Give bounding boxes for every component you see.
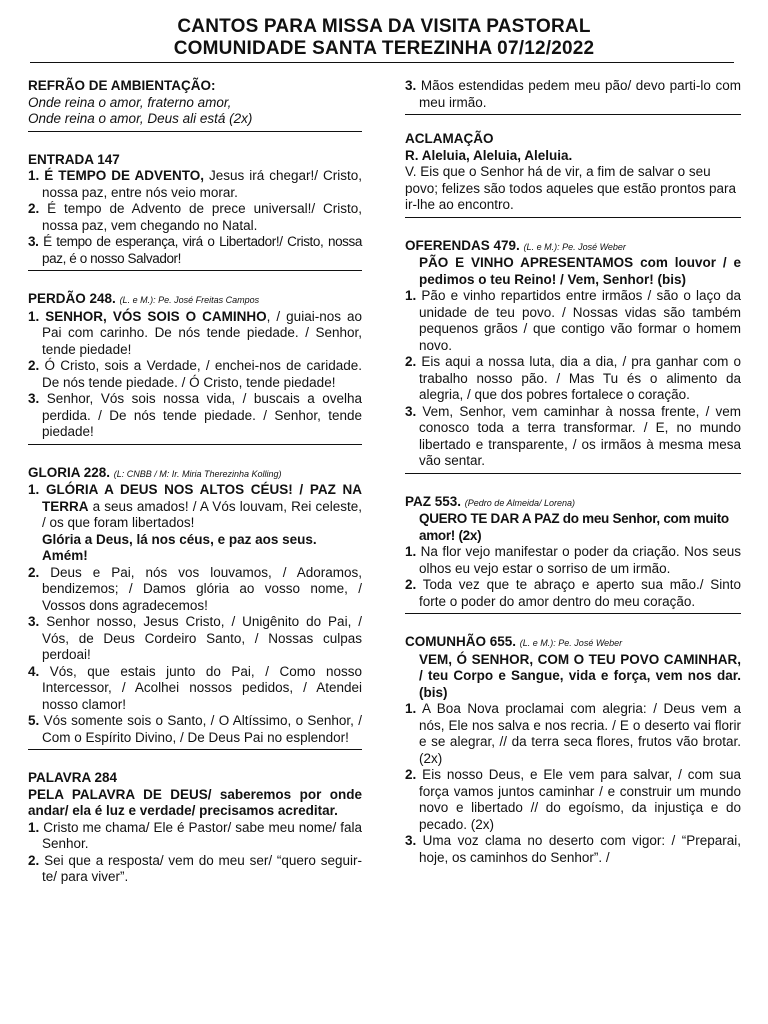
verse — [405, 78, 741, 111]
section-credit: (L. e M.): Pe. José Freitas Campos — [119, 295, 260, 305]
section-heading — [28, 465, 362, 483]
section-palavra-continued — [405, 78, 741, 115]
section-title: GLORIA 228. — [28, 464, 111, 480]
verse-text: Sei que a resposta/ vem do meu ser/ “quero seguir-te/ para viver”. — [39, 852, 362, 884]
verse-number: 2. — [28, 564, 40, 580]
verse-text: Na flor vejo manifestar o poder da criação. Nos seus olhos eu vejo estar o sorriso de um irmão. — [416, 544, 741, 576]
verse-text: Vem, Senhor, vem caminhar à nossa frente, / vem conosco toda a terra transformar. / E, no mundo libertado e transparente, / os irmãos à mesma mesa vão sentar. — [416, 403, 741, 468]
section-entrada — [28, 152, 362, 272]
verse — [28, 614, 362, 664]
verse — [28, 713, 362, 746]
verse — [28, 201, 362, 234]
section-divider — [405, 217, 741, 218]
document-title-line-1: CANTOS PARA MISSA DA VISITA PASTORAL — [177, 16, 591, 37]
verse — [28, 565, 362, 615]
verse-text: Eis nosso Deus, e Ele vem para salvar, / com sua força vamos juntos caminhar / e construir um mundo novo e libertado // do egoísmo, da injustiça e do pecado. (2x) — [416, 767, 741, 832]
section-title: PALAVRA 284 — [28, 770, 118, 785]
verse — [28, 168, 362, 201]
verse-text: Ó Cristo, sois a Verdade, / enchei-nos de caridade. De nós tende piedade. / Ó Cristo, tende piedade! — [39, 358, 362, 390]
document-title-line-2: COMUNIDADE SANTA TEREZINHA 07/12/2022 — [173, 38, 595, 59]
section-title: ACLAMAÇÃO — [405, 131, 494, 146]
verse — [28, 234, 362, 267]
right-column — [405, 78, 741, 886]
section-aclamacao — [405, 131, 741, 218]
verse-number: 1. — [28, 819, 40, 835]
verse-number: 3. — [28, 391, 40, 406]
verse — [28, 853, 362, 886]
title-divider — [30, 62, 734, 63]
section-title: ENTRADA 147 — [28, 151, 120, 167]
refrain: QUERO TE DAR A PAZ do meu Senhor, com muito amor! (2x) — [419, 511, 729, 543]
verse-text: Deus e Pai, nós vos louvamos, / Adoramos, bendizemos; / Damos glória ao vosso nome, / Vossos dons agradecemos! — [39, 564, 362, 613]
verse-text: Senhor nosso, Jesus Cristo, / Unigênito do Pai, / Vós, de Deus Cordeiro Santo, / Nossas culpas perdoai! — [39, 614, 362, 662]
section-divider — [28, 749, 362, 750]
verse-text: A Boa Nova proclamai com alegria: / Deus vem a nós, Ele nos salva e nos recria. / E o deserto vai florir e se alegrar, // da terra seca flores, frutos vão brotar. (2x) — [416, 701, 741, 766]
section-oferendas — [405, 238, 741, 474]
verse — [405, 577, 741, 610]
section-divider — [28, 444, 362, 445]
verse — [405, 767, 741, 833]
verse-number: 1. — [405, 544, 417, 559]
refrain: VEM, Ó SENHOR, COM O TEU POVO CAMINHAR, / teu Corpo e Sangue, vida e força, vem nos dar. (bis) — [419, 651, 741, 700]
section-palavra — [28, 770, 362, 886]
refrain-line: Onde reina o amor, fraterno amor, — [28, 94, 232, 110]
verse-number: 3. — [28, 234, 39, 249]
verse — [28, 664, 362, 714]
section-heading — [28, 291, 362, 309]
verse-bold-text: É TEMPO DE ADVENTO, — [44, 168, 204, 183]
verse-number: 1. — [405, 288, 417, 303]
refrain: PÃO E VINHO APRESENTAMOS com louvor / e pedimos o teu Reino! / Vem, Senhor! (bis) — [419, 255, 741, 287]
verse — [28, 391, 362, 441]
left-column — [28, 78, 362, 906]
verse-text: Senhor, Vós sois nossa vida, / buscais a ovelha perdida. / De nós tende piedade. / Senhor, tende piedade! — [39, 391, 362, 439]
section-perdao — [28, 291, 362, 445]
verse — [405, 288, 741, 354]
verse-number: 2. — [405, 767, 417, 782]
section-heading — [405, 238, 741, 256]
section-gloria — [28, 465, 362, 751]
verse: 1. GLÓRIA A DEUS NOS ALTOS CÉUS! / PAZ NA TERRA a seus amados! / A Vós louvam, Rei celeste, / os que foram libertados! — [28, 482, 363, 530]
section-title: PERDÃO 248. — [28, 291, 116, 306]
verse-number: 2. — [28, 201, 40, 216]
refrain: Glória a Deus, lá nos céus, e paz aos seus. Amém! — [42, 531, 317, 563]
verse-bold-text: SENHOR, VÓS SOIS O CAMINHO — [45, 308, 267, 324]
verse-text: V. Eis que o Senhor há de vir, a fim de salvar o seu povo; felizes são todos aqueles que estão prontos para ir-lhe ao encontro. — [405, 164, 736, 212]
section-comunhao — [405, 634, 741, 866]
section-divider — [28, 270, 362, 271]
verse — [405, 701, 741, 767]
verse — [28, 309, 362, 359]
verse-text: É tempo de Advento de prece universal!/ Cristo, nossa paz, vem chegando no Natal. — [39, 201, 362, 233]
verse-bold-text: GLÓRIA A DEUS NOS ALTOS CÉUS! / PAZ NA TERRA — [42, 482, 363, 514]
verse — [405, 404, 741, 470]
verse-number: 3. — [28, 614, 40, 629]
verse-number: 4. — [28, 663, 40, 679]
section-credit: (L: CNBB / M: Ir. Miria Therezinha Kolling) — [113, 468, 282, 479]
section-title: PAZ 553. — [405, 493, 462, 509]
section-title: OFERENDAS 479. — [405, 237, 520, 253]
verse — [28, 358, 362, 391]
verse-number: 2. — [28, 358, 40, 373]
verse-number: 1. — [28, 168, 40, 183]
verse-text: Eis aqui a nossa luta, dia a dia, / pra ganhar com o trabalho nosso pão. / Mas Tu és o alimento da alegria, / que dos pobres fortalece o coração. — [416, 354, 741, 402]
verse-number: 1. — [405, 701, 417, 716]
verse-text: Toda vez que te abraço e aperto sua mão./ Sinto forte o poder do amor dentro do meu coração. — [416, 577, 741, 609]
refrain: R. Aleluia, Aleluia, Aleluia. — [405, 147, 573, 163]
refrain: PELA PALAVRA DE DEUS/ saberemos por onde andar/ ela é luz e verdade/ precisamos acreditar. — [28, 786, 362, 818]
verse-text: a seus amados! / A Vós louvam, Rei celeste, / os que foram libertados! — [42, 498, 362, 530]
verse-text: Pão e vinho repartidos entre irmãos / são o laço da unidade de teu povo. / Nossas vidas são também pequenos grãos / que contigo vão formar o homem novo. — [416, 288, 741, 353]
section-credit: (L. e M.): Pe. José Weber — [519, 638, 623, 648]
verse — [405, 354, 741, 404]
verse — [405, 544, 741, 577]
verse-number: 2. — [405, 354, 417, 369]
verse-text: , / guiai-nos ao Pai com carinho. De nós tende piedade. / Senhor, tende piedade! — [42, 308, 362, 357]
verse-number: 1. — [28, 308, 40, 324]
verse-number: 2. — [28, 852, 40, 868]
section-title: REFRÃO DE AMBIENTAÇÃO: — [28, 78, 216, 93]
verse-text: Vós somente sois o Santo, / O Altíssimo, o Senhor, / Com o Espírito Divino, / De Deus Pai no esplendor! — [39, 713, 362, 745]
refrain-line: Onde reina o amor, Deus ali está (2x) — [28, 111, 253, 126]
verse-text: Cristo me chama/ Ele é Pastor/ sabe meu nome/ fala Senhor. — [39, 819, 362, 851]
section-refrao — [28, 78, 362, 132]
section-heading — [405, 494, 741, 512]
section-divider — [405, 613, 741, 614]
verse-number: 3. — [405, 833, 417, 848]
section-divider — [405, 473, 741, 474]
verse — [405, 833, 741, 866]
verse-number: 3. — [405, 78, 417, 93]
verse-number: 2. — [405, 577, 417, 592]
verse-text: É tempo de esperança, virá o Libertador!/ Cristo, nossa paz, é o nosso Salvador! — [38, 234, 362, 266]
verse-text: Jesus irá chegar!/ Cristo, nossa paz, entre nós veio morar. — [42, 168, 362, 200]
section-credit: (Pedro de Almeida/ Lorena) — [464, 497, 576, 508]
verse-number: 5. — [28, 713, 40, 728]
verse-number: 3. — [405, 403, 417, 419]
section-heading — [405, 634, 741, 652]
verse-text: Vós, que estais junto do Pai, / Como nosso Intercessor, / Acolhei nossos pedidos, / Atendei nosso clamor! — [39, 663, 362, 712]
verse — [28, 820, 362, 853]
verse-text: Uma voz clama no deserto com vigor: / “Preparai, hoje, os caminhos do Senhor”. / — [416, 833, 741, 865]
section-credit: (L. e M.): Pe. José Weber — [523, 241, 626, 252]
section-divider — [405, 114, 741, 115]
verse-text: Mãos estendidas pedem meu pão/ devo parti-lo com meu irmão. — [416, 78, 741, 110]
section-divider — [28, 131, 362, 132]
section-title: COMUNHÃO 655. — [405, 634, 517, 649]
section-paz — [405, 494, 741, 615]
